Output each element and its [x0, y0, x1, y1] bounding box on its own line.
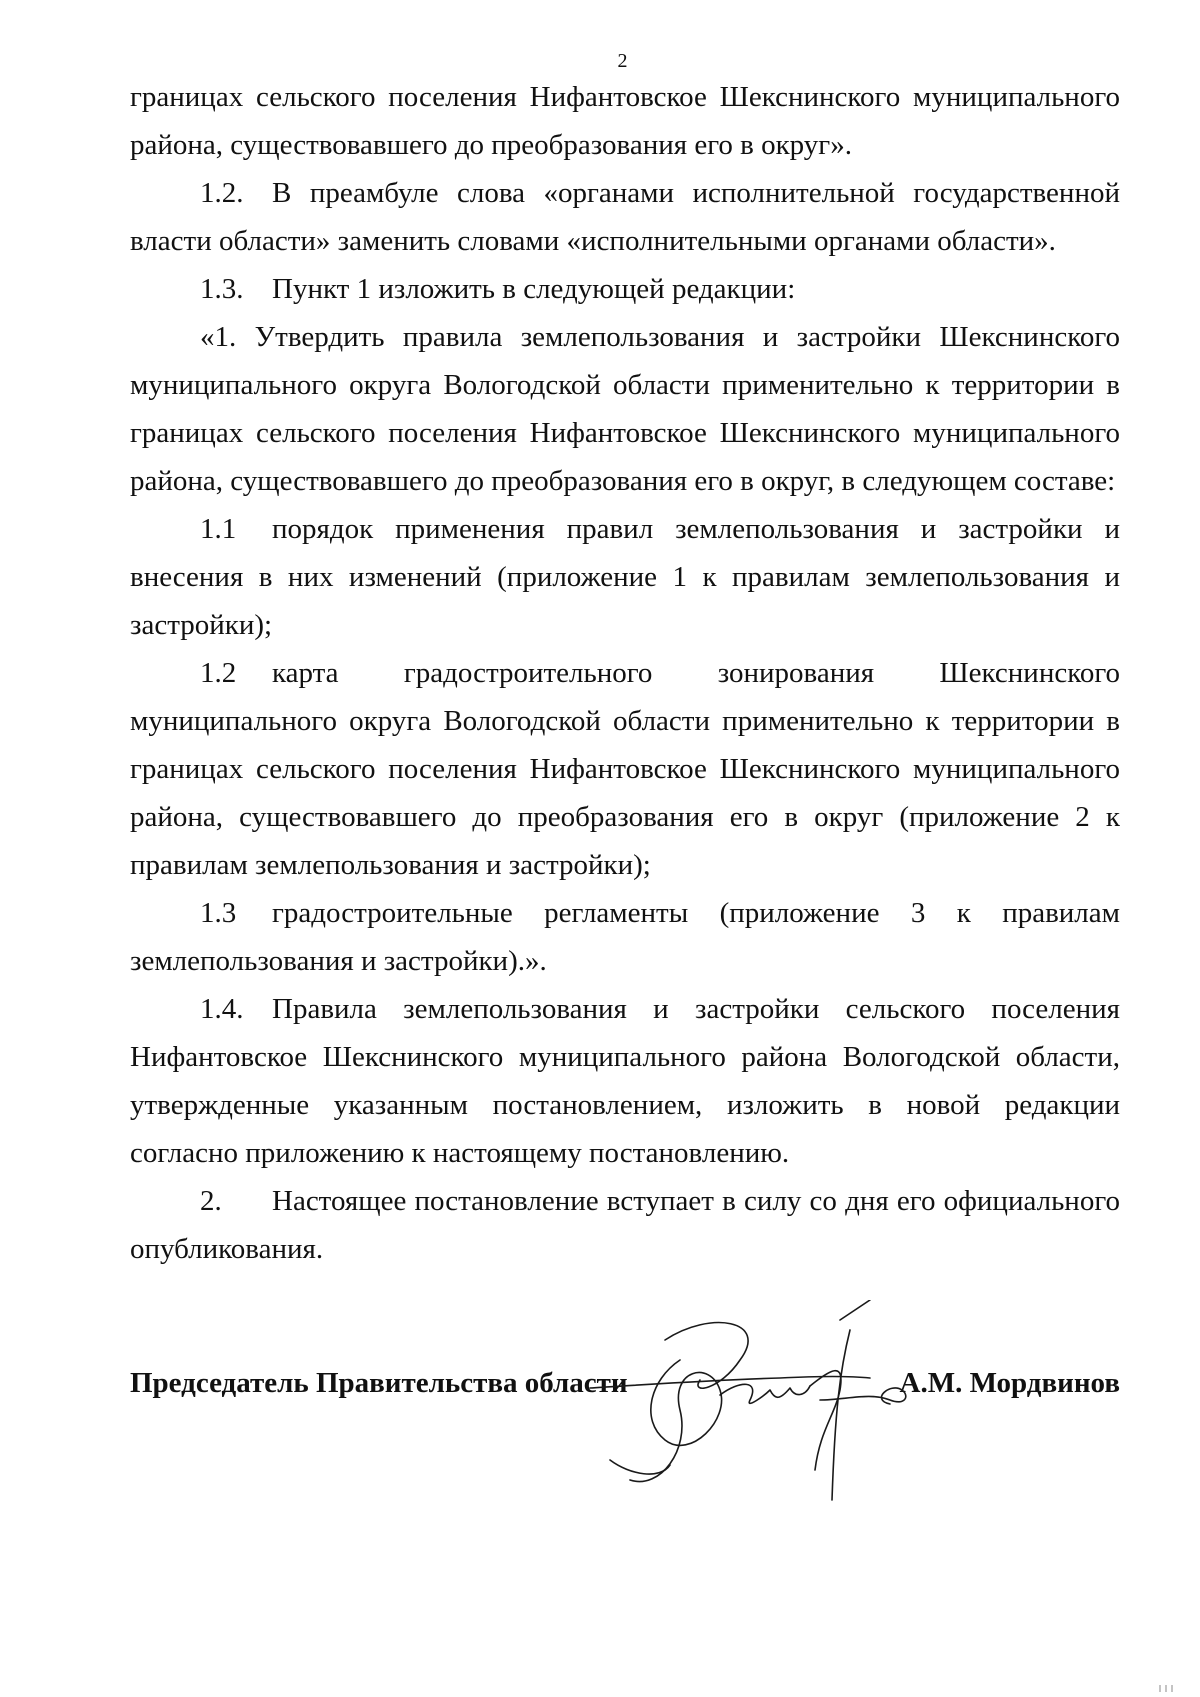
- paragraph-number: 1.3.: [200, 273, 244, 305]
- paragraph-2: [130, 1177, 1120, 1273]
- document-body: [130, 73, 1120, 1273]
- paragraph-text: Пункт 1 изложить в следующей редакции:: [272, 273, 796, 305]
- paragraph-1-3: [130, 265, 1120, 313]
- paragraph-text: карта градостроительного зонирования Шекснинского муниципального округа Вологодской области применительно к территории в границах сельского поселения Нифантовское Шекснинского муниципального района, существовавшего до преобразования его в округ (приложение 2 к правилам землепользования и застройки);: [130, 657, 1120, 881]
- paragraph-continuation: [130, 73, 1120, 169]
- paragraph-number: 2.: [200, 1185, 222, 1217]
- paragraph-1-3-regulations: [130, 889, 1120, 985]
- paragraph-text: Настоящее постановление вступает в силу со дня его официального опубликования.: [130, 1185, 1120, 1265]
- paragraph-1-1: [130, 505, 1120, 649]
- paragraph-1-2-map: [130, 649, 1120, 889]
- paragraph-number: 1.1: [200, 513, 237, 545]
- paragraph-text: Правила землепользования и застройки сельского поселения Нифантовское Шекснинского муниципального района Вологодской области, утвержденные указанным постановлением, изложить в новой редакции согласно приложению к настоящему постановлению.: [130, 993, 1120, 1169]
- paragraph-number: 1.2: [200, 657, 237, 689]
- paragraph-number: 1.3: [200, 897, 237, 929]
- page-number: 2: [617, 50, 628, 72]
- handwritten-signature-icon: [570, 1300, 950, 1520]
- paragraph-number: 1.2.: [200, 177, 244, 209]
- paragraph-text: границах сельского поселения Нифантовское Шекснинского муниципального района, существовавшего до преобразования его в округ».: [130, 81, 1120, 161]
- paragraph-text: «1. Утвердить правила землепользования и застройки Шекснинского муниципального округа Вологодской области применительно к территории в границах сельского поселения Нифантовское Шекснинского муниципального района, существовавшего до преобразования его в округ, в следующем составе:: [130, 321, 1120, 497]
- paragraph-1-2: [130, 169, 1120, 265]
- paragraph-1-4: [130, 985, 1120, 1177]
- paragraph-number: 1.4.: [200, 993, 244, 1025]
- paragraph-quoted-item-1: [130, 313, 1120, 505]
- paragraph-text: порядок применения правил землепользования и застройки и внесения в них изменений (приложение 1 к правилам землепользования и застройки);: [130, 513, 1120, 641]
- paragraph-text: В преамбуле слова «органами исполнительной государственной власти области» заменить словами «исполнительными органами области».: [130, 177, 1120, 257]
- signer-title: Председатель Правительства области: [130, 1367, 628, 1399]
- paragraph-text: градостроительные регламенты (приложение 3 к правилам землепользования и застройки).».: [130, 897, 1120, 977]
- signer-name: А.М. Мордвинов: [899, 1367, 1120, 1399]
- corner-mark-icon: [1158, 1683, 1188, 1693]
